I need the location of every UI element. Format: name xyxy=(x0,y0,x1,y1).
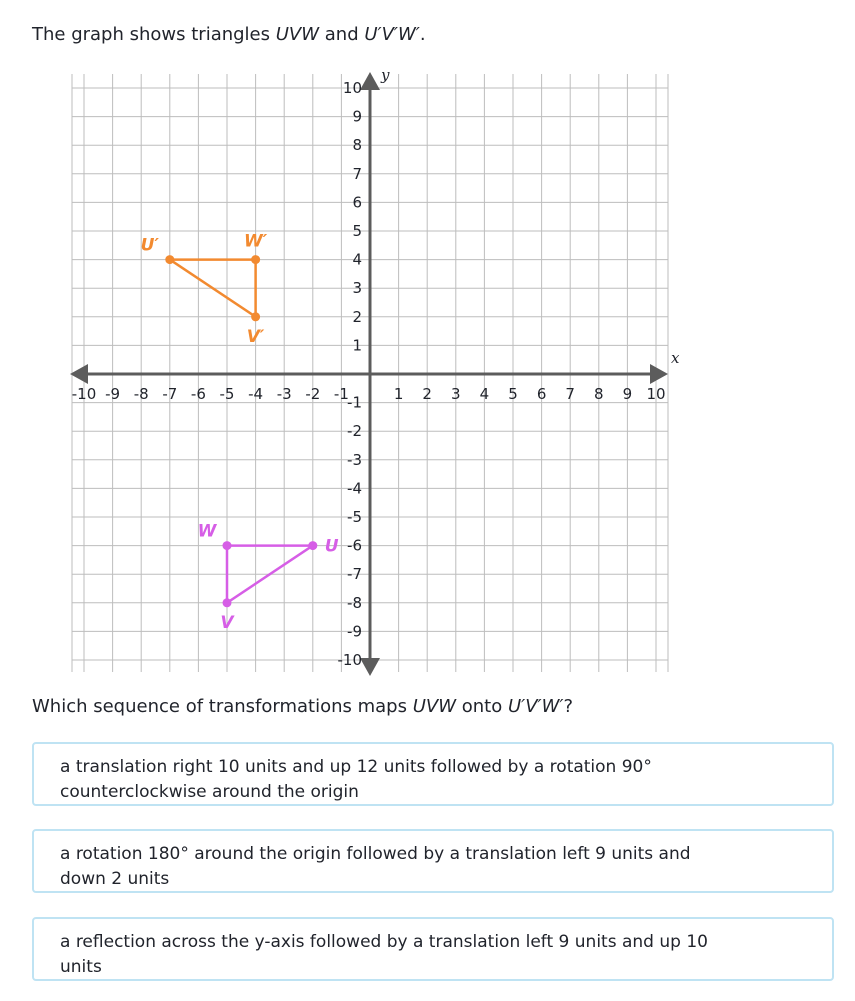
x-tick-label: -9 xyxy=(105,385,121,403)
vertex-label: U xyxy=(324,536,339,557)
answer-choice-1-line2: counterclockwise around the origin xyxy=(60,782,359,802)
x-tick-label: 7 xyxy=(565,385,575,403)
answer-choice-3-line2: units xyxy=(60,957,102,977)
y-tick-label: -8 xyxy=(347,593,362,612)
y-tick-label: 6 xyxy=(352,193,362,212)
prompt-text: The graph shows triangles UVW and U′V′W′. xyxy=(32,24,426,45)
x-tick-label: 4 xyxy=(479,385,490,403)
answer-choice-1-line1: a translation right 10 units and up 12 units followed by a rotation 90° xyxy=(60,757,652,777)
triangle-name-uvw-prime: U′V′W′ xyxy=(364,24,420,45)
x-tick-label: 5 xyxy=(508,385,518,403)
y-axis-arrow-down-icon xyxy=(360,658,380,676)
triangle-name-uvw: UVW xyxy=(275,24,320,45)
x-tick-label: -1 xyxy=(333,385,349,403)
y-tick-label: 10 xyxy=(342,79,362,97)
vertex-point xyxy=(223,541,232,550)
answer-choice-2-line1: a rotation 180° around the origin followed by a translation left 9 units and xyxy=(60,844,691,864)
x-axis-label: x xyxy=(671,349,680,367)
answer-choice-2-line2: down 2 units xyxy=(60,869,170,889)
y-axis-label: y xyxy=(381,66,390,84)
x-tick-label: -10 xyxy=(71,385,97,403)
y-tick-label: 3 xyxy=(352,279,362,298)
x-tick-label: 2 xyxy=(422,385,432,403)
x-tick-label: -5 xyxy=(219,385,235,403)
x-tick-label: -4 xyxy=(248,385,264,403)
y-tick-label: 8 xyxy=(352,136,362,155)
y-tick-label: 2 xyxy=(352,307,362,326)
x-tick-label: -7 xyxy=(162,385,178,403)
vertex-label: V xyxy=(220,612,234,633)
vertex-point xyxy=(223,598,232,607)
vertex-label: U′ xyxy=(140,235,159,256)
y-tick-label: 7 xyxy=(352,164,362,183)
vertex-label: V′ xyxy=(246,326,265,347)
vertex-point xyxy=(308,541,317,550)
y-tick-label: -9 xyxy=(347,622,362,641)
y-tick-label: -1 xyxy=(347,393,362,412)
question-text: Which sequence of transformations maps UVW onto U′V′W′? xyxy=(32,696,574,717)
answer-choice-2[interactable] xyxy=(32,829,834,893)
y-tick-label: 9 xyxy=(352,107,362,126)
y-tick-label: -7 xyxy=(347,565,362,584)
y-tick-label: 4 xyxy=(352,250,362,269)
y-tick-label: -3 xyxy=(347,450,362,469)
question-triangle-from: UVW xyxy=(412,696,457,717)
vertex-label: W xyxy=(197,521,217,542)
x-tick-label: -2 xyxy=(305,385,321,403)
y-tick-label: -2 xyxy=(347,422,362,441)
y-axis-arrow-up-icon xyxy=(360,72,380,90)
x-tick-label: 8 xyxy=(594,385,604,403)
x-tick-label: 1 xyxy=(393,385,404,403)
y-tick-label: -10 xyxy=(337,651,362,669)
x-axis-arrow-right-icon xyxy=(650,364,668,384)
vertex-point xyxy=(251,255,260,264)
answer-choice-3[interactable] xyxy=(32,917,834,981)
x-tick-label: 9 xyxy=(622,385,633,403)
y-tick-label: -6 xyxy=(347,536,362,555)
x-tick-label: -6 xyxy=(190,385,206,403)
x-tick-label: -3 xyxy=(276,385,292,403)
answer-choice-1[interactable] xyxy=(32,742,834,806)
vertex-point xyxy=(251,312,260,321)
y-tick-label: 5 xyxy=(352,222,362,240)
x-tick-label: -8 xyxy=(133,385,149,403)
x-tick-label: 3 xyxy=(451,385,461,403)
x-tick-label: 10 xyxy=(646,385,666,403)
y-tick-label: 1 xyxy=(352,336,362,355)
question-triangle-to: U′V′W′ xyxy=(507,696,564,717)
y-tick-label: -5 xyxy=(347,508,362,526)
y-tick-label: -4 xyxy=(347,479,362,498)
answer-choice-3-line1: a reflection across the y-axis followed by a translation left 9 units and up 10 xyxy=(60,932,708,952)
vertex-label: W′ xyxy=(243,231,268,252)
x-tick-label: 6 xyxy=(536,385,547,403)
vertex-point xyxy=(165,255,174,264)
x-axis-arrow-left-icon xyxy=(70,364,88,384)
